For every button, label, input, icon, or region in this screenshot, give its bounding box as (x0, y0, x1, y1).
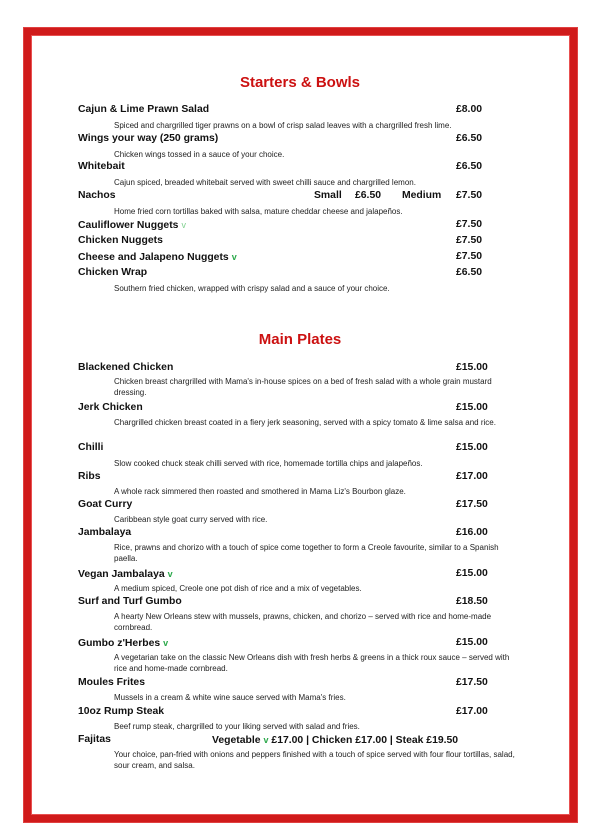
item-name: Ribs (78, 471, 101, 482)
item-description: Slow cooked chuck steak chilli served with rice, homemade tortilla chips and jalapeños. (114, 459, 423, 468)
item-name: Cajun & Lime Prawn Salad (78, 104, 210, 115)
menu-item (78, 132, 515, 146)
item-price: £17.50 (456, 677, 488, 688)
item-price: £15.00 (456, 637, 488, 648)
item-name: Wings your way (250 grams) (78, 133, 219, 144)
menu-item (78, 636, 515, 650)
item-description: Beef rump steak, chargrilled to your liking served with salad and fries. (114, 722, 360, 731)
item-price: £15.00 (456, 402, 488, 413)
item-description: A vegetarian take on the classic New Orleans dish with fresh herbs & greens in a thick roux sauce – served with rice and home-made cornbread. (114, 653, 510, 673)
item-price: £17.00 (456, 706, 488, 717)
item-description: Chargrilled chicken breast coated in a fiery jerk seasoning, served with a spicy tomato & lime salsa and rice. (114, 418, 496, 427)
menu-item (78, 266, 515, 280)
item-price: £15.00 (456, 442, 488, 453)
item-name: Nachos (78, 190, 116, 201)
mains-title: Main Plates (258, 331, 342, 348)
item-name: Cauliflower Nuggets v (78, 220, 186, 231)
item-description: A medium spiced, Creole one pot dish of rice and a mix of vegetables. (114, 584, 362, 593)
menu-item (78, 567, 515, 581)
item-price: £7.50 (456, 235, 483, 246)
item-description: Your choice, pan-fried with onions and peppers finished with a touch of spice served with four flour tortillas, salad, sour cream, and salsa. (114, 750, 515, 770)
menu-item (78, 705, 515, 719)
menu-item (78, 526, 515, 540)
item-name: Fajitas (78, 734, 111, 745)
menu-item (78, 160, 515, 174)
menu-item (78, 218, 515, 232)
item-description: Chicken breast chargrilled with Mama's in-house spices on a bed of fresh salad with a whole grain mustard dressing. (114, 377, 492, 397)
item-price: £6.50 (456, 161, 483, 172)
item-price: £7.50 (456, 251, 483, 262)
starters-title: Starters & Bowls (239, 74, 361, 91)
item-name: Vegan Jambalaya v (78, 569, 173, 580)
item-price: £17.00 (456, 471, 488, 482)
vegan-icon: v (181, 220, 186, 230)
item-name: Chilli (78, 442, 104, 453)
menu-item (78, 401, 515, 415)
item-name: Surf and Turf Gumbo (78, 596, 182, 607)
item-name: Cheese and Jalapeno Nuggets v (78, 252, 237, 263)
item-name: Jerk Chicken (78, 402, 143, 413)
menu-item (78, 595, 515, 609)
item-price: £6.50 (456, 267, 483, 278)
item-description: Mussels in a cream & white wine sauce served with Mama's fries. (114, 693, 346, 702)
item-name: Goat Curry (78, 499, 133, 510)
item-name: Blackened Chicken (78, 362, 174, 373)
item-description: Cajun spiced, breaded whitebait served with sweet chilli sauce and chargrilled lemon. (114, 178, 416, 187)
item-name: Gumbo z'Herbes v (78, 638, 169, 649)
vegan-icon: v (163, 638, 169, 648)
menu-item (78, 103, 515, 117)
item-price: £16.00 (456, 527, 488, 538)
item-description: Caribbean style goat curry served with rice. (114, 515, 268, 524)
item-description: Southern fried chicken, wrapped with crispy salad and a sauce of your choice. (114, 284, 390, 293)
item-price: £8.00 (456, 104, 483, 115)
item-price: £7.50 (456, 219, 483, 230)
menu-item (78, 234, 515, 248)
item-description: A whole rack simmered then roasted and smothered in Mama Liz's Bourbon glaze. (114, 487, 406, 496)
menu-item (78, 676, 515, 690)
item-name: Jambalaya (78, 527, 132, 538)
item-description: A hearty New Orleans stew with mussels, prawns, chicken, and chorizo – served with rice and home-made cornbread. (114, 612, 492, 632)
item-name: Chicken Nuggets (78, 235, 163, 246)
medium-label: Medium (402, 190, 442, 201)
item-price: £15.00 (456, 568, 488, 579)
vegan-icon: v (167, 569, 173, 579)
item-description: Rice, prawns and chorizo with a touch of spice come together to form a Creole favourite, similar to a Spanish paella. (114, 543, 499, 563)
small-label: Small (314, 190, 342, 201)
item-name: Moules Frites (78, 677, 145, 688)
menu-item (78, 189, 515, 203)
item-price: £6.50 (456, 133, 483, 144)
item-name: Whitebait (78, 161, 125, 172)
menu-item (78, 250, 515, 264)
item-description: Home fried corn tortillas baked with salsa, mature cheddar cheese and jalapeños. (114, 207, 403, 216)
item-price: £15.00 (456, 362, 488, 373)
item-name: Chicken Wrap (78, 267, 148, 278)
item-price: £7.50 (456, 190, 483, 201)
small-price: £6.50 (355, 190, 382, 201)
menu-item (78, 441, 515, 455)
item-price: £17.50 (456, 499, 488, 510)
item-description: Spiced and chargrilled tiger prawns on a bowl of crisp salad leaves with a chargrilled fresh lime. (114, 121, 452, 130)
vegan-icon: v (231, 252, 237, 262)
vegan-icon: v (263, 735, 269, 745)
item-name: 10oz Rump Steak (78, 706, 165, 717)
menu-item (78, 470, 515, 484)
item-description: Chicken wings tossed in a sauce of your choice. (114, 150, 285, 159)
menu-item (78, 733, 515, 747)
menu-item (78, 498, 515, 512)
fajitas-options: Vegetable v £17.00 | Chicken £17.00 | Steak £19.50 (212, 735, 459, 746)
menu-item (78, 361, 515, 375)
item-price: £18.50 (456, 596, 488, 607)
